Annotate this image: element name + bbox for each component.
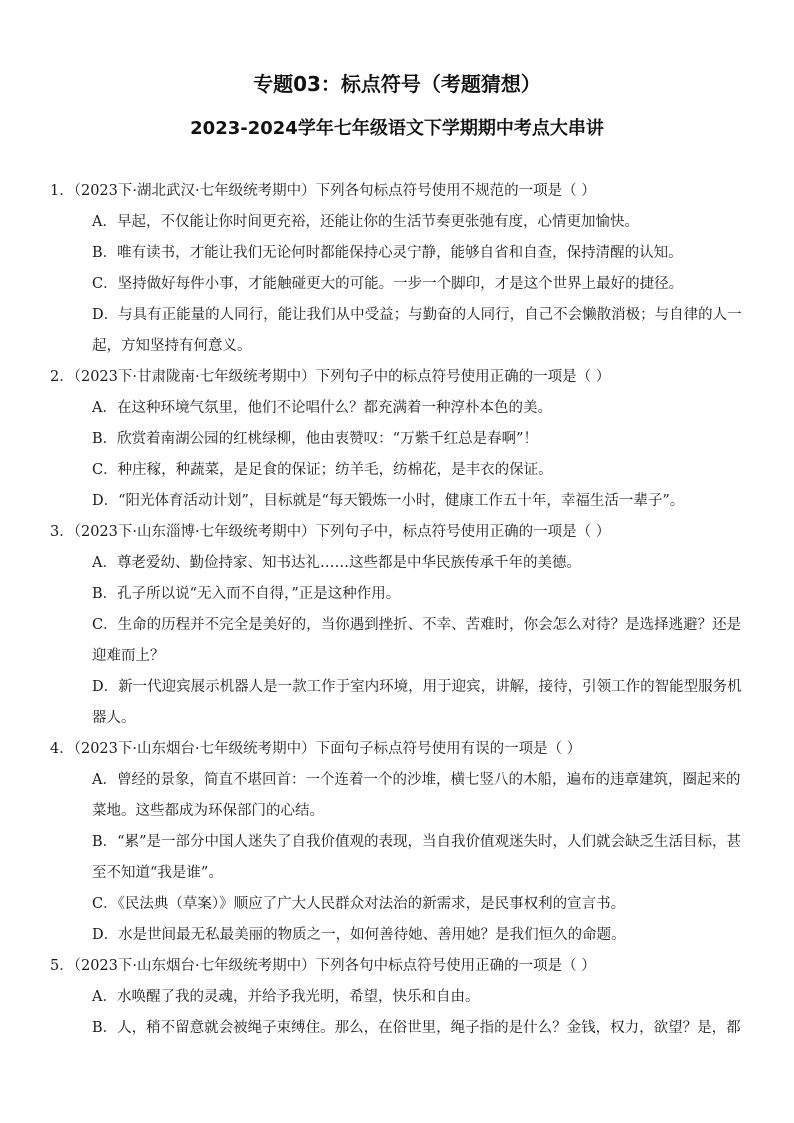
question-4-option-a-continued: 菜地。这些都成为环保部门的心结。 — [92, 803, 324, 819]
question-5-stem: 5．（2023下·山东烟台·七年级统考期中）下列各句中标点符号使用正确的一项是（ ） — [50, 958, 596, 974]
question-1-stem: 1．（2023下·湖北武汉·七年级统考期中）下列各句标点符号使用不规范的一项是（ ） — [50, 183, 596, 199]
question-1-option-d-continued: 起，方知坚持有何意义。 — [92, 338, 252, 354]
question-2-option-a: A．在这种环境气氛里，他们不论唱什么？都充满着一种淳朴本色的美。 — [92, 400, 552, 416]
question-5-option-a: A．水唤醒了我的灵魂，并给予我光明，希望，快乐和自由。 — [92, 989, 480, 1005]
question-2-option-d: D．“阳光体育活动计划”，目标就是“每天锻炼一小时，健康工作五十年，幸福生活一辈子”。 — [92, 493, 685, 509]
question-3-option-d-continued: 器人。 — [92, 710, 136, 726]
question-4-option-c: C．《民法典（草案）》顺应了广大人民群众对法治的新需求，是民事权利的宣言书。 — [92, 896, 626, 912]
page-title: 专题03：标点符号（考题猜想） — [253, 72, 541, 96]
question-4-stem: 4．（2023下·山东烟台·七年级统考期中）下面句子标点符号使用有误的一项是（ ） — [50, 741, 582, 757]
question-4-option-a: A．曾经的景象，简直不堪回首：一个连着一个的沙堆，横七竖八的木船，遍布的违章建筑，圈起来的 — [92, 772, 741, 788]
question-3-option-b: B．孔子所以说“无入而不自得，”正是这种作用。 — [92, 586, 401, 602]
question-3-stem: 3．（2023下·山东淄博·七年级统考期中）下列句子中，标点符号使用正确的一项是（ ） — [50, 524, 611, 540]
question-4-option-b: B．“累”是一部分中国人迷失了自我价值观的表现，当自我价值观迷失时，人们就会缺乏生活目标，甚 — [92, 834, 741, 850]
question-3-option-c: C．生命的历程并不完全是美好的，当你遇到挫折、不幸、苦难时，你会怎么对待？是选择逃避？还是 — [92, 617, 742, 633]
question-4-option-b-continued: 至不知道“我是谁”。 — [92, 865, 223, 881]
question-4-option-d: D．水是世间最无私最美丽的物质之一，如何善待她、善用她？是我们恒久的命题。 — [92, 927, 626, 943]
question-1-option-a: A．早起，不仅能让你时间更充裕，还能让你的生活节奏更张弛有度，心情更加愉快。 — [92, 214, 639, 230]
question-3-option-c-continued: 迎难而上？ — [92, 648, 165, 664]
question-3-option-d: D．新一代迎宾展示机器人是一款工作于室内环境，用于迎宾，讲解，接待，引领工作的智能型服务机 — [92, 679, 742, 695]
question-1-option-b: B．唯有读书，才能让我们无论何时都能保持心灵宁静，能够自省和自查，保持清醒的认知。 — [92, 245, 683, 261]
question-3-option-a: A．尊老爱幼、勤俭持家、知书达礼……这些都是中华民族传承千年的美德。 — [92, 555, 581, 571]
question-1-option-d: D．与具有正能量的人同行，能让我们从中受益；与勤奋的人同行，自己不会懒散消极；与自律的人一 — [92, 307, 742, 323]
question-2-option-b: B．欣赏着南湖公园的红桃绿柳，他由衷赞叹：“万紫千红总是春啊”！ — [92, 431, 538, 447]
question-1-option-c: C．坚持做好每件小事，才能触碰更大的可能。一步一个脚印，才是这个世界上最好的捷径。 — [92, 276, 684, 292]
page-subtitle: 2023-2024学年七年级语文下学期期中考点大串讲 — [190, 118, 604, 139]
question-2-option-c: C．种庄稼，种蔬菜，是足食的保证；纺羊毛，纺棉花，是丰衣的保证。 — [92, 462, 553, 478]
question-5-option-b: B．人，稍不留意就会被绳子束缚住。那么，在俗世里，绳子指的是什么？金钱，权力，欲望？是，都 — [92, 1020, 741, 1036]
question-2-stem: 2．（2023下·甘肃陇南·七年级统考期中）下列句子中的标点符号使用正确的一项是（ ） — [50, 369, 611, 385]
